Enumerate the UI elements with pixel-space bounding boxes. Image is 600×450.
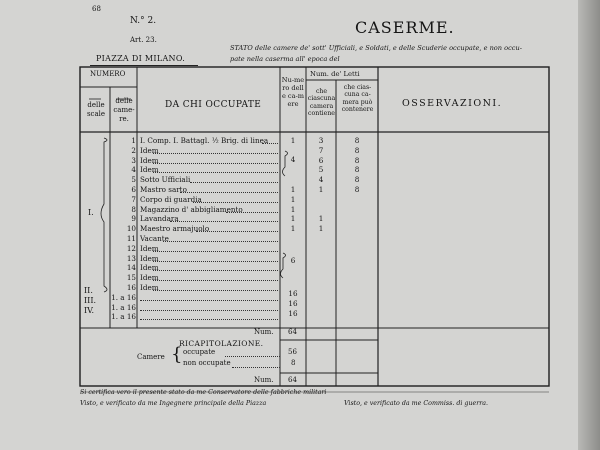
scala-label-2: II. [84, 286, 93, 295]
dotted-leader [140, 310, 278, 311]
recap-title: RICAPITOLAZIONE. [179, 339, 264, 348]
camera-number: 10 [126, 224, 136, 234]
dotted-leader [140, 319, 278, 320]
scala-label-3: III. [84, 296, 97, 305]
camera-number: 16 [126, 283, 136, 292]
camera-number: 3 [131, 155, 136, 165]
numero-camere-value: 16 [288, 299, 298, 308]
camera-number: 13 [126, 253, 136, 263]
camera-number: 6 [131, 185, 136, 194]
numero-camere-value: 1 [290, 205, 296, 214]
numero-camere-value: 1 [290, 185, 296, 194]
camera-number: 12 [126, 243, 136, 253]
occupante-text: Idem [140, 253, 159, 263]
header-da-chi-occupate: DA CHI OCCUPATE [165, 100, 262, 110]
camera-number: 8 [131, 204, 136, 214]
scala-label-4: IV. [84, 306, 95, 315]
letti-contiene-value: 7 [318, 145, 324, 155]
recap-occupate-label: occupate [183, 348, 216, 356]
header-delle-camere: delle came-re. [113, 97, 135, 123]
header-puo-contenere: che cias-cuna ca-mera può contenere [341, 84, 374, 114]
occupante-text: Idem [140, 263, 159, 273]
document-title: CASERME. [355, 18, 455, 37]
camera-number: 1. a 16 [111, 292, 136, 302]
letti-contiene-value: 1 [318, 224, 324, 234]
letti-contiene-value: 1 [318, 185, 324, 194]
header-numero-camere: Nu-mero delle ca-mere [281, 76, 305, 109]
summary-num-total: 64 [288, 328, 297, 336]
header-numero: NUMERO [90, 70, 126, 78]
camera-number: 14 [126, 263, 136, 273]
dotted-leader [153, 251, 278, 252]
occupante-text: Maestro armajuolo [140, 224, 210, 234]
footer-certify: Si certifica vero il presente stato da me Conservatore delle fabbriche militari [80, 389, 327, 396]
camera-number: 11 [126, 234, 136, 243]
summary-num-label: Num. [254, 328, 274, 336]
header-delle-scale: delle scale [86, 101, 106, 118]
header-num-letti: Num. de' Letti [310, 70, 360, 78]
dotted-leader [153, 261, 278, 262]
header-contiene: che ciascuna camera contiene [307, 88, 336, 118]
occupante-text: Lavandara [140, 214, 179, 224]
letti-puo-value: 8 [354, 145, 360, 155]
occupante-text: Idem [140, 283, 159, 292]
dotted-leader [153, 163, 278, 164]
dotted-leader [153, 270, 278, 271]
summary-num-total-2: 64 [288, 376, 297, 384]
footer-visto-right: Visto, e verificato da me Commiss. di guerra. [344, 400, 488, 407]
recap-leader-2 [232, 367, 280, 368]
occupante-text: Sotto Ufficiali [140, 175, 191, 185]
occupante-text: Idem [140, 155, 159, 165]
numero-camere-value: 16 [288, 309, 298, 318]
description-line-1: STATO delle camere de' sott' Ufficiali, e Soldati, e delle Scuderie occupate, e non occu- [230, 44, 522, 52]
occupante-text: Mastro sarto [140, 185, 187, 194]
dotted-leader [226, 212, 278, 213]
dotted-leader [196, 231, 278, 232]
dotted-leader [153, 280, 278, 281]
recap-brace-icon: { [171, 344, 183, 365]
numero-camere-value: 4 [290, 155, 296, 164]
dotted-leader [170, 221, 278, 222]
camera-number: 1 [131, 136, 136, 145]
occupante-text: Magazzino d' abbigliamento [140, 204, 243, 214]
letti-contiene-value: 3 [318, 136, 324, 145]
numero-camere-value: 1 [290, 224, 296, 233]
summary-num-label-2: Num. [254, 376, 274, 384]
letti-contiene-value: 4 [318, 175, 324, 185]
letti-puo-value: 8 [354, 155, 360, 165]
dotted-leader [153, 153, 278, 154]
numero-camere-value: 1 [290, 195, 296, 204]
header-osservazioni: OSSERVAZIONI. [402, 98, 503, 109]
recap-camere-label: Camere [137, 353, 165, 361]
number-label: N.° 2. [130, 16, 157, 26]
numero-camere-value: 1 [290, 214, 296, 223]
occupante-text: Vacante [140, 234, 169, 243]
letti-contiene-value: 5 [318, 165, 324, 175]
camera-number: 1. a 16 [111, 302, 136, 312]
numero-camere-value: 16 [288, 289, 298, 298]
footer-visto-left: Visto, e verificato da me Ingegnere principale della Piazza [80, 400, 267, 407]
camera-number: 1. a 16 [111, 312, 136, 322]
dotted-leader [153, 290, 278, 291]
occupante-text: Idem [140, 243, 159, 253]
recap-leader-1 [225, 356, 280, 357]
scala-label-1: I. [88, 208, 94, 217]
camera-number: 9 [131, 214, 136, 224]
letti-contiene-value: 1 [318, 214, 324, 224]
description-line-2: pate nella caserma all' epoca del [230, 55, 340, 63]
letti-contiene-value: 6 [318, 155, 324, 165]
occupante-text: I. Comp. I. Battagl. ½ Brig. di linea [140, 136, 269, 145]
letti-puo-value: 8 [354, 136, 360, 145]
occupante-text: Idem [140, 273, 159, 283]
numero-camere-value: 1 [290, 136, 296, 145]
letti-puo-value: 8 [354, 165, 360, 175]
dotted-leader [140, 300, 278, 301]
occupante-text: Idem [140, 145, 159, 155]
dotted-leader [163, 241, 278, 242]
dotted-leader [193, 202, 278, 203]
camera-number: 4 [131, 165, 136, 175]
recap-occupate-value: 56 [288, 348, 297, 356]
place-label: PIAZZA DI MILANO. [96, 54, 186, 63]
dotted-leader [262, 143, 278, 144]
camera-number: 15 [126, 273, 136, 283]
article-label: Art. 23. [130, 36, 157, 44]
occupante-text: Corpo di guardia [140, 194, 202, 204]
page-number: 68 [92, 5, 101, 13]
camera-number: 5 [131, 175, 136, 185]
camera-number: 2 [131, 145, 136, 155]
letti-puo-value: 8 [354, 185, 360, 194]
recap-non-occupate-label: non occupate [183, 359, 231, 367]
letti-puo-value: 8 [354, 175, 360, 185]
occupante-text: Idem [140, 165, 159, 175]
dotted-leader [190, 182, 279, 183]
numero-camere-value: 6 [290, 256, 296, 265]
dotted-leader [153, 172, 278, 173]
dotted-leader [180, 192, 278, 193]
recap-non-occupate-value: 8 [291, 359, 296, 367]
camera-number: 7 [131, 194, 136, 204]
